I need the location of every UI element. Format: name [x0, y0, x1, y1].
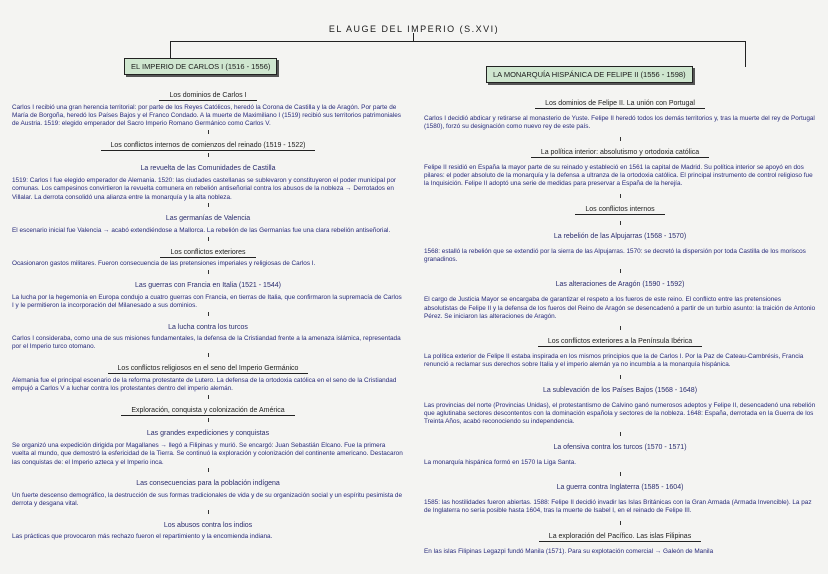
heading-text: La rebelión de las Alpujarras (1568 - 1570)	[553, 232, 687, 240]
section-heading	[424, 194, 816, 216]
connector-tick	[208, 395, 209, 399]
text-paragraph	[12, 104, 404, 129]
connector-tick	[208, 353, 209, 357]
paragraph-text: Un fuerte descenso demográfico, la destrucción de sus formas tradicionales de vida y de su organización social y un espíritu pesimista de derrota y desgana vital.	[12, 491, 403, 508]
subsection-heading	[12, 270, 404, 292]
heading-text: Las grandes expediciones y conquistas	[146, 430, 270, 438]
connector-tick	[620, 137, 621, 141]
connector-line	[745, 41, 746, 67]
paragraph-text: Carlos I consideraba, como una de sus misiones fundamentales, la defensa de la Cristiandad frente a la amenaza islámica, representada por el Imperio turco otomano.	[12, 335, 401, 351]
text-paragraph	[424, 164, 816, 189]
subsection-heading	[12, 203, 404, 225]
connector-line	[413, 33, 414, 41]
text-paragraph	[12, 260, 404, 268]
connector-tick	[208, 203, 209, 207]
subsection-heading	[424, 432, 816, 454]
connector-line	[170, 41, 171, 59]
subsection-heading	[12, 468, 404, 490]
connector-tick	[208, 312, 209, 316]
text-paragraph	[424, 499, 816, 516]
subsection-heading	[424, 472, 816, 494]
heading-text: Los abusos contra los indios	[163, 521, 253, 529]
section-heading	[12, 395, 404, 417]
heading-text: Los conflictos internos	[575, 206, 664, 215]
connector-tick	[208, 418, 209, 422]
text-paragraph	[12, 533, 404, 541]
section-heading	[424, 326, 816, 348]
text-paragraph	[12, 177, 404, 202]
text-paragraph	[424, 115, 816, 132]
connector-tick	[208, 237, 209, 241]
subsection-heading	[12, 510, 404, 532]
heading-text: Los dominios de Carlos I	[159, 92, 256, 101]
connector-tick	[620, 269, 621, 273]
section-heading	[424, 92, 816, 110]
section-heading	[12, 130, 404, 152]
section-heading	[424, 521, 816, 543]
column-felipe	[424, 92, 816, 556]
section-heading	[12, 353, 404, 375]
text-paragraph	[424, 459, 816, 467]
text-paragraph	[424, 402, 816, 427]
paragraph-text: Felipe II residió en España la mayor parte de su reinado y estableció en 1561 la capital de Madrid. Su política interior se apoyó en dos pilares: el poder absoluto de la monarquía y la defensa a ultranza de la ortodoxia católica. El principal instrumento de control religioso fue la Inquisición. Felipe II adoptó una serie de medidas para preservar a España de la herejía.	[424, 163, 813, 188]
heading-text: Las guerras con Francia en Italia (1521 - 1544)	[135, 282, 281, 290]
heading-text: La revuelta de las Comunidades de Castilla	[140, 165, 276, 173]
text-paragraph	[12, 335, 404, 352]
connector-tick	[620, 221, 621, 225]
section-box-carlos: EL IMPERIO DE CARLOS I (1516 - 1556)	[124, 58, 277, 75]
connector-tick	[208, 130, 209, 134]
paragraph-text: La política exterior de Felipe II estaba inspirada en los mismos principios que la de Carlos I. Por la Paz de Cateau-Cambrésis, Francia renunció a reclamar sus derechos sobre Italia y el imperio alemán ya no incumbía a la monarquía hispánica.	[424, 353, 804, 369]
heading-text: La guerra contra Inglaterra (1585 - 1604)	[556, 483, 684, 491]
page-title: EL AUGE DEL IMPERIO (S.XVI)	[328, 24, 500, 34]
connector-tick	[620, 521, 621, 525]
heading-text: La ofensiva contra los turcos (1570 - 1571)	[553, 443, 687, 451]
heading-text: Los conflictos internos de comienzos del reinado (1519 - 1522)	[101, 142, 316, 151]
connector-tick	[208, 153, 209, 157]
paragraph-text: Las prácticas que provocaron más rechazo fueron el repartimiento y la encomienda indiana.	[12, 533, 273, 541]
section-box-felipe: LA MONARQUÍA HISPÁNICA DE FELIPE II (1556 - 1598)	[486, 66, 693, 83]
paragraph-text: 1568: estalló la rebelión que se extendió por la sierra de las Alpujarras. 1570: se decretó la dispersión por toda Castilla de los moriscos granadinos.	[424, 247, 806, 263]
subsection-heading	[12, 153, 404, 175]
text-paragraph	[424, 353, 816, 370]
heading-text: La política interior: absolutismo y ortodoxia católica	[531, 149, 709, 158]
paragraph-text: Alemania fue el principal escenario de la reforma protestante de Lutero. La defensa de la ortodoxia católica en el seno de la Cristiandad empujó a Carlos V a luchar contra los protestantes dentro del imperio alemán.	[12, 376, 397, 393]
heading-text: Las consecuencias para la población indígena	[136, 480, 280, 488]
connector-tick	[620, 375, 621, 379]
paragraph-text: Carlos I decidió abdicar y retirarse al monasterio de Yuste. Felipe II heredó todos los demás territorios y, tras la muerte del rey de Portugal (1580), forzó su designación como nuevo rey de este país.	[424, 115, 815, 131]
heading-text: Las alteraciones de Aragón (1590 - 1592)	[555, 281, 685, 289]
connector-tick	[208, 270, 209, 274]
heading-text: Los conflictos exteriores a la Península Ibérica	[538, 338, 702, 347]
text-paragraph	[424, 296, 816, 321]
section-heading	[424, 137, 816, 159]
connector-line	[170, 41, 746, 42]
paragraph-text: Las provincias del norte (Provincias Unidas), el protestantismo de Calvino ganó numerosos adeptos y Felipe II, desencadenó una rebelión que aglutinaba sectores descontentos con la dominación española y sectores de la nobleza. 1648: España, derrotada en la Guerra de los Treinta Años, acabó reconociendo su independencia.	[424, 401, 816, 426]
paragraph-text: 1519: Carlos I fue elegido emperador de Alemania. 1520: las ciudades castellanas se sublevaron y constituyeron el poder municipal por comunas. Los campesinos convirtieron la revuelta comunera en rebelión antiseñorial contra los abusos de la nobleza → Derrotados en Villalar. La derrota consolidó una alianza entre la monarquía y la alta nobleza.	[12, 176, 397, 201]
heading-text: Los conflictos religiosos en el seno del Imperio Germánico	[108, 365, 309, 374]
connector-tick	[208, 510, 209, 514]
text-paragraph	[12, 492, 404, 509]
paragraph-text: El cargo de Justicia Mayor se encargaba de garantizar el respeto a los fueros de este reino. El conflicto entre las pretensiones absolutistas de Felipe II y la defensa de los fueros del Reino de Aragón se desencadenó a partir de un turbio asunto: la traición de Antonio Pérez. Se iniciaron las alteraciones de Aragón.	[424, 296, 816, 320]
subsection-heading	[424, 375, 816, 397]
text-paragraph	[424, 548, 816, 556]
heading-text: La exploración del Pacífico. Las islas Filipinas	[539, 533, 701, 542]
paragraph-text: Se organizó una expedición dirigida por Magallanes → llegó a Filipinas y murió. Se encargó: Juan Sebastián Elcano. Fue la primera vuelta al mundo, que demostró la esfericidad de la Tierra. Se continuó la exploración y colonización del continente americano. Destacaron las conquistas de: el Imperio azteca y el Imperio inca.	[12, 441, 403, 466]
paragraph-text: Carlos I recibió una gran herencia territorial: por parte de los Reyes Católicos, heredó la Corona de Castilla y la de Aragón. Por parte de María de Borgoña, heredó los Países Bajos y el Franco Condado. A la muerte de Maximiliano I (1519) recibió sus territorios patrimoniales de Austria. 1519: elegido emperador del Sacro Imperio Romano Germánico como Carlos V.	[12, 103, 401, 128]
text-paragraph	[12, 227, 404, 235]
column-carlos	[12, 84, 404, 542]
subsection-heading	[12, 312, 404, 334]
paragraph-text: La lucha por la hegemonía en Europa condujo a cuatro guerras con Francia, en tierras de Italia, que confirmaron la supremacía de Carlos I y le permitieron la incorporación del Milanesado a sus dominios.	[12, 293, 402, 309]
section-heading	[12, 237, 404, 259]
subsection-heading	[424, 221, 816, 243]
heading-text: Los dominios de Felipe II. La unión con Portugal	[535, 100, 705, 109]
connector-tick	[208, 468, 209, 472]
subsection-heading	[424, 269, 816, 291]
connector-tick	[620, 432, 621, 436]
paragraph-text: En las islas Filipinas Legazpi fundó Manila (1571). Para su explotación comercial → Galeón de Manila	[424, 547, 714, 555]
subsection-heading	[12, 418, 404, 440]
paragraph-text: Ocasionaron gastos militares. Fueron consecuencia de las pretensiones imperiales y religiosas de Carlos I.	[12, 260, 316, 268]
connector-tick	[620, 194, 621, 198]
section-heading	[12, 84, 404, 102]
text-paragraph	[424, 248, 816, 265]
text-paragraph	[12, 442, 404, 467]
connector-tick	[620, 472, 621, 476]
heading-text: Los conflictos exteriores	[160, 249, 255, 258]
text-paragraph	[12, 294, 404, 311]
connector-tick	[620, 326, 621, 330]
heading-text: La sublevación de los Países Bajos (1568 - 1648)	[542, 386, 698, 394]
heading-text: La lucha contra los turcos	[168, 323, 248, 331]
heading-text: Exploración, conquista y colonización de América	[121, 407, 294, 416]
paragraph-text: El escenario inicial fue Valencia → acabó extendiéndose a Mallorca. La rebelión de las Germanías fue una clara rebelión antiseñorial.	[12, 226, 391, 234]
heading-text: Las germanías de Valencia	[165, 215, 251, 223]
paragraph-text: La monarquía hispánica formó en 1570 la Liga Santa.	[424, 458, 577, 466]
paragraph-text: 1585: las hostilidades fueron abiertas. 1588: Felipe II decidió invadir las Islas Británicas con la Gran Armada (Armada Invencible). La paz de Inglaterra no sería posible hasta 1604, tras la muerte de Isabel I, en el reinado de Felipe III.	[424, 499, 812, 515]
text-paragraph	[12, 377, 404, 394]
